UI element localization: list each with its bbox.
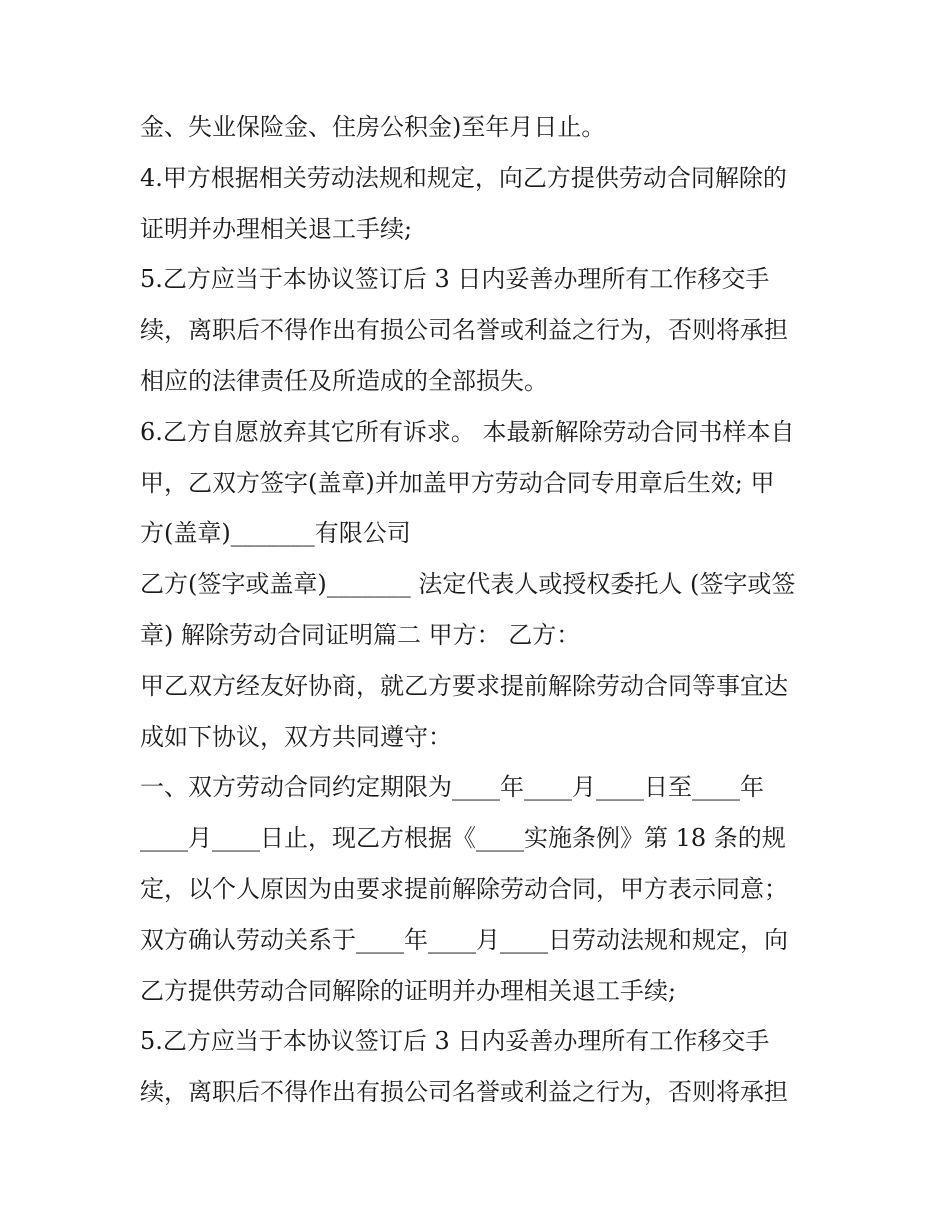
- text-line: 金、失业保险金、住房公积金)至年月日止。: [140, 113, 606, 141]
- text-line: 乙方(签字或盖章)_______ 法定代表人或授权委托人 (签字或签: [140, 570, 796, 599]
- document-body: [140, 102, 840, 1118]
- text-line: 5.乙方应当于本协议签订后 3 日内妥善办理所有工作移交手: [140, 1027, 770, 1056]
- text-line: 方(盖章)_______有限公司: [140, 519, 411, 548]
- text-line: 6.乙方自愿放弃其它所有诉求。 本最新解除劳动合同书样本自: [140, 417, 795, 446]
- text-line: 定，以个人原因为由要求提前解除劳动合同，甲方表示同意；: [140, 874, 788, 903]
- text-line: 4.甲方根据相关劳动法规和规定，向乙方提供劳动合同解除的: [140, 163, 787, 192]
- text-line: 甲，乙双方签字(盖章)并加盖甲方劳动合同专用章后生效; 甲: [140, 468, 775, 497]
- text-line: 证明并办理相关退工手续;: [140, 214, 413, 243]
- text-line: 5.乙方应当于本协议签订后 3 日内妥善办理所有工作移交手: [140, 265, 770, 294]
- text-line: 甲乙双方经友好协商，就乙方要求提前解除劳动合同等事宜达: [140, 671, 788, 700]
- text-line: 成如下协议，双方共同遵守：: [140, 722, 452, 751]
- text-line: ____月____日止，现乙方根据《____实施条例》第 18 条的规: [140, 824, 786, 853]
- text-line: 一、双方劳动合同约定期限为____年____月____日至____年: [140, 773, 764, 802]
- text-line: 乙方提供劳动合同解除的证明并办理相关退工手续;: [140, 976, 677, 1005]
- text-line: 双方确认劳动关系于____年____月____日劳动法规和规定，向: [140, 925, 788, 954]
- text-line: 续，离职后不得作出有损公司名誉或利益之行为，否则将承担: [140, 1078, 788, 1107]
- text-line: 章) 解除劳动合同证明篇二 甲方： 乙方：: [140, 620, 581, 649]
- text-line: 续，离职后不得作出有损公司名誉或利益之行为，否则将承担: [140, 316, 788, 345]
- text-line: 相应的法律责任及所造成的全部损失。: [140, 366, 548, 395]
